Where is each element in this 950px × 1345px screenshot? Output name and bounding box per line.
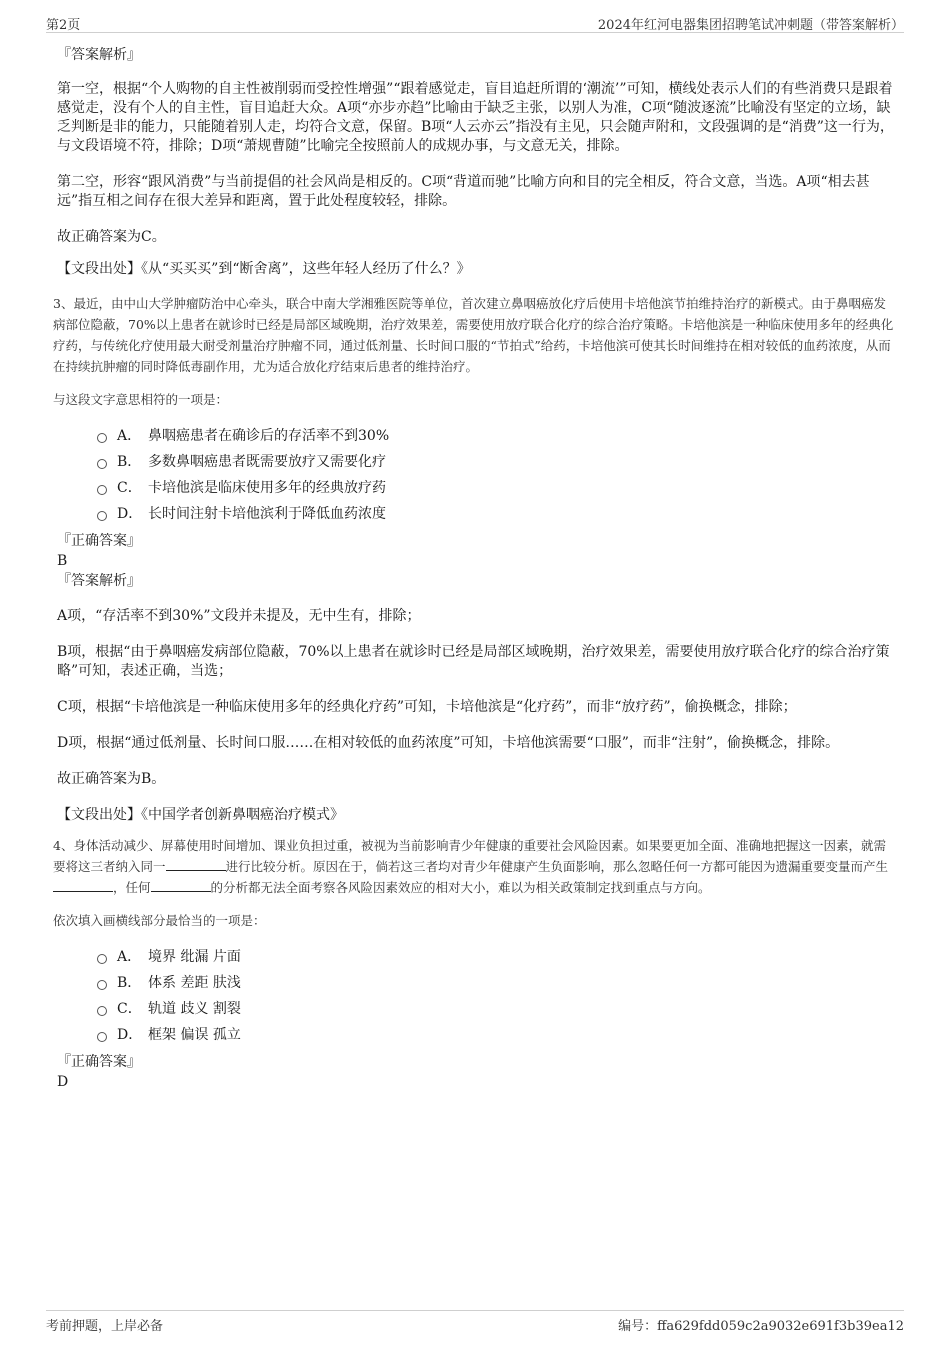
q3-analysis-a: A项，“存活率不到30%”文段并未提及，无中生有，排除； bbox=[57, 608, 421, 624]
q3-answer-label: 『正确答案』 bbox=[57, 533, 141, 549]
page-footer bbox=[46, 1310, 904, 1337]
blank-2 bbox=[53, 879, 113, 892]
q4-options bbox=[57, 944, 895, 1048]
page-number: 第2页 bbox=[46, 18, 81, 33]
q3-conclusion: 故正确答案为B。 bbox=[57, 771, 166, 787]
q3-option-a[interactable]: A． 鼻咽癌患者在确诊后的存活率不到30% bbox=[97, 423, 895, 449]
radio-icon[interactable] bbox=[97, 1032, 107, 1042]
q4-option-a[interactable]: A． 境界 纰漏 片面 bbox=[97, 944, 895, 970]
radio-icon[interactable] bbox=[97, 954, 107, 964]
q4-answer: D bbox=[57, 1074, 69, 1090]
radio-icon[interactable] bbox=[97, 980, 107, 990]
radio-icon[interactable] bbox=[97, 433, 107, 443]
q2-analysis-paragraph-2: 第二空，形容“跟风消费”与当前提倡的社会风尚是相反的。C项“背道而驰”比喻方向和目的完全相反，符合文意，当选。A项“相去甚远”指互相之间存在很大差异和距离，置于此处程度较轻，排除。 bbox=[57, 174, 870, 209]
q4-prompt: 依次填入画横线部分最恰当的一项是： bbox=[53, 913, 266, 928]
radio-icon[interactable] bbox=[97, 511, 107, 521]
radio-icon[interactable] bbox=[97, 459, 107, 469]
page-header bbox=[46, 12, 904, 33]
q3-analysis-c: C项，根据“卡培他滨是一种临床使用多年的经典化疗药”可知，卡培他滨是“化疗药”，而非“放疗药”，偷换概念，排除； bbox=[57, 699, 797, 715]
q4-option-c[interactable]: C． 轨道 歧义 割裂 bbox=[97, 996, 895, 1022]
footer-slogan: 考前押题，上岸必备 bbox=[46, 1319, 164, 1334]
q2-conclusion: 故正确答案为C。 bbox=[57, 229, 166, 245]
q4-option-b[interactable]: B． 体系 差距 肤浅 bbox=[97, 970, 895, 996]
q3-prompt: 与这段文字意思相符的一项是： bbox=[53, 392, 229, 407]
q3-source: 【文段出处】《中国学者创新鼻咽癌治疗模式》 bbox=[57, 807, 344, 823]
blank-3 bbox=[151, 879, 211, 892]
q4-stem: 4、身体活动减少、屏幕使用时间增加、课业负担过重，被视为当前影响青少年健康的重要社会风险因素。如果要更加全面、准确地把握这一因素，就需要将这三者纳入同一 进行比较分析。原因在于，倘若这三者均对青少年健康产生负面影响，那么忽略任何一方都可能因为遗漏重要变量而产生，任何 的分析都无法全面考察各风险因素效应的相对大小，难以为相关政策制定找到重点与方向。 bbox=[53, 838, 889, 895]
blank-1 bbox=[166, 858, 226, 871]
q3-stem: 3、最近，由中山大学肿瘤防治中心牵头，联合中南大学湘雅医院等单位，首次建立鼻咽癌放化疗后使用卡培他滨节拍维持治疗的新模式。由于鼻咽癌发病部位隐蔽，70%以上患者在就诊时已经是局部区域晚期，治疗效果差，需要使用放疗联合化疗的综合治疗策略。卡培他滨是一种临床使用多年的经典化疗药，与传统化疗使用最大耐受剂量治疗肿瘤不同，通过低剂量、长时间口服的“节拍式”给药，卡培他滨可使其长时间维持在相对较低的血药浓度，从而在持续抗肿瘤的同时降低毒副作用，尤为适合放化疗结束后患者的维持治疗。 bbox=[53, 296, 894, 374]
q2-analysis-paragraph-1: 第一空，根据“个人购物的自主性被削弱而受控性增强”“跟着感觉走，盲目追赶所谓的‘潮流’”可知，横线处表示人们的有些消费只是跟着感觉走，没有个人的自主性，盲目追赶大众。A项“亦步亦趋”比喻由于缺乏主张，以别人为准，C项“随波逐流”比喻没有坚定的立场，缺乏判断是非的能力，只能随着别人走，均符合文意，保留。B项“人云亦云”指没有主见，只会随声附和，文段强调的是“消费”这一行为，与文段语境不符，排除；D项“萧规曹随”比喻完全按照前人的成规办事，与文意无关，排除。 bbox=[57, 81, 894, 154]
q3-answer: B bbox=[57, 553, 68, 569]
document-title: 2024年红河电器集团招聘笔试冲刺题（带答案解析） bbox=[597, 18, 904, 33]
radio-icon[interactable] bbox=[97, 1006, 107, 1016]
q3-options bbox=[57, 423, 895, 527]
q3-analysis-d: D项，根据“通过低剂量、长时间口服……在相对较低的血药浓度”可知，卡培他滨需要“口服”，而非“注射”，偷换概念，排除。 bbox=[57, 735, 840, 751]
q2-analysis-label: 『答案解析』 bbox=[57, 47, 141, 63]
q3-analysis-b: B项，根据“由于鼻咽癌发病部位隐蔽，70%以上患者在就诊时已经是局部区域晚期，治疗效果差，需要使用放疗联合化疗的综合治疗策略”可知，表述正确，当选； bbox=[57, 644, 890, 679]
document-code: 编号：ffa629fdd059c2a9032e691f3b39ea12 bbox=[618, 1319, 904, 1334]
q3-option-c[interactable]: C． 卡培他滨是临床使用多年的经典放疗药 bbox=[97, 475, 895, 501]
page-content bbox=[53, 44, 895, 1092]
q4-answer-label: 『正确答案』 bbox=[57, 1054, 141, 1070]
q4-option-d[interactable]: D． 框架 偏误 孤立 bbox=[97, 1022, 895, 1048]
q3-option-b[interactable]: B． 多数鼻咽癌患者既需要放疗又需要化疗 bbox=[97, 449, 895, 475]
q2-source: 【文段出处】《从“买买买”到“断舍离”，这些年轻人经历了什么？》 bbox=[57, 261, 471, 277]
q3-analysis-label: 『答案解析』 bbox=[57, 573, 141, 589]
radio-icon[interactable] bbox=[97, 485, 107, 495]
q3-option-d[interactable]: D． 长时间注射卡培他滨利于降低血药浓度 bbox=[97, 501, 895, 527]
